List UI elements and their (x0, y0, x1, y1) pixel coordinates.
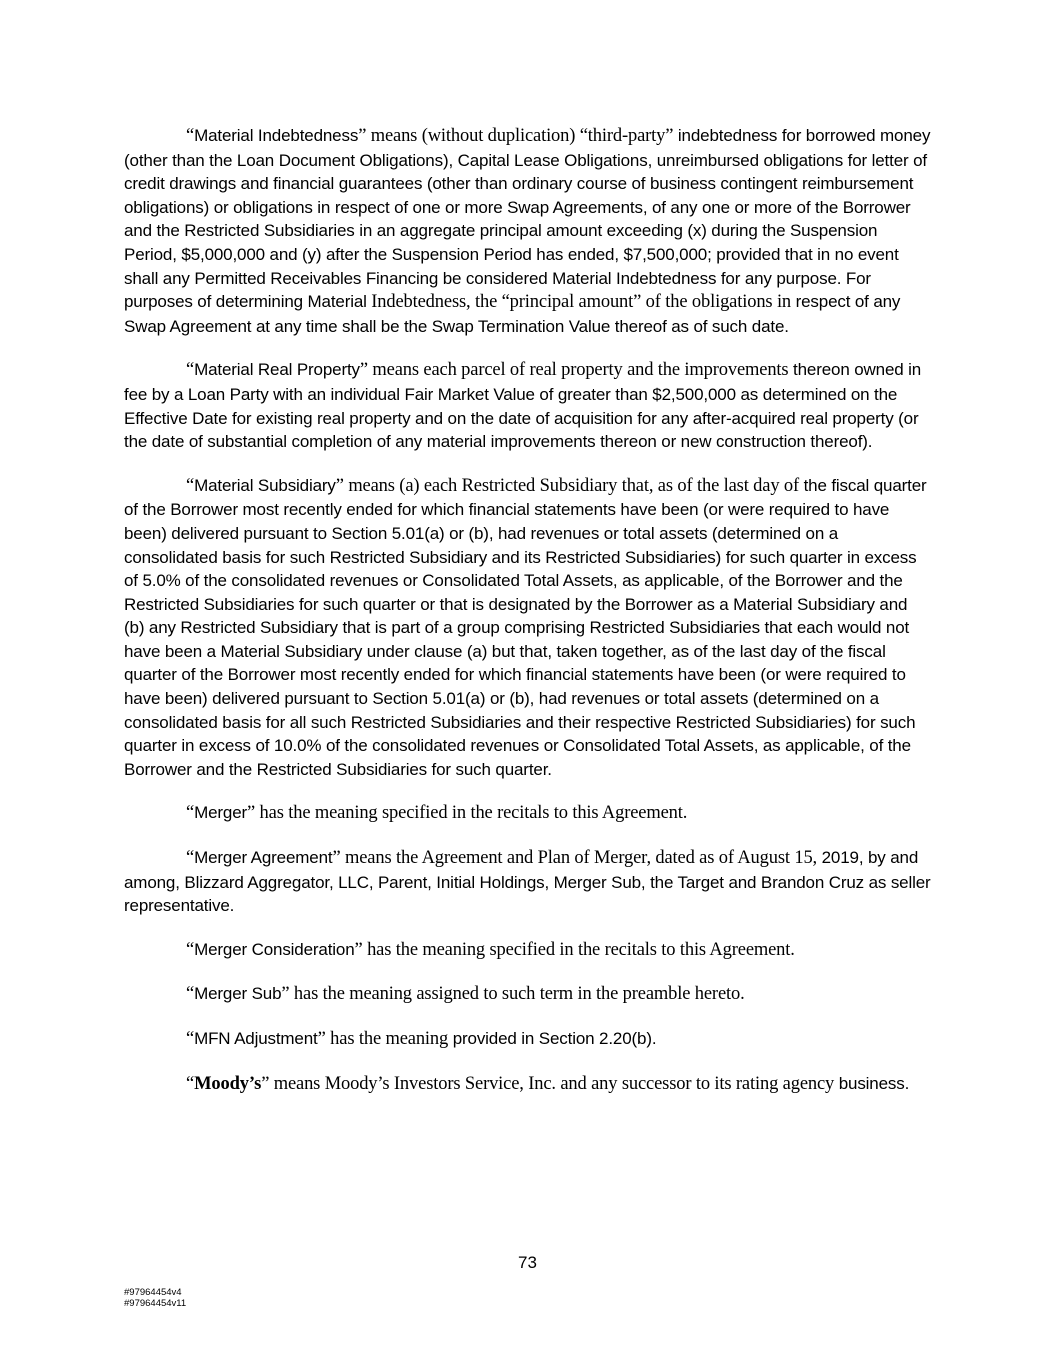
open-quote: “ (186, 1073, 195, 1094)
definition-merger-agreement (124, 846, 932, 918)
close-quote: ” (247, 803, 256, 824)
open-quote: “ (186, 126, 195, 146)
definition-lead-text: has the meaning (325, 1029, 449, 1049)
definition-mfn-adjustment (124, 1027, 932, 1052)
close-quote: ” (358, 126, 367, 146)
definition-lead-text: means (without duplication) “third-party” (366, 126, 674, 146)
definition-body-text: business. (834, 1073, 910, 1093)
open-quote: “ (186, 848, 195, 869)
open-quote: “ (186, 984, 195, 1005)
close-quote: ” (359, 360, 368, 381)
defined-term: Material Subsidiary (194, 475, 336, 495)
open-quote: “ (186, 1029, 195, 1049)
definition-lead-text: means Moody’s Investors Service, Inc. and any successor to its rating agency (269, 1073, 835, 1094)
defined-term: Merger (194, 803, 248, 823)
open-quote: “ (186, 803, 195, 824)
defined-term: Material Indebtedness (194, 126, 359, 145)
document-id: #97964454v4 (124, 1287, 182, 1298)
document-ids (124, 1287, 186, 1309)
page-number: 73 (518, 1253, 537, 1272)
definition-material-real-property (124, 358, 932, 453)
definition-merger-consideration (124, 938, 932, 963)
defined-term: Merger Consideration (194, 939, 355, 959)
definition-moodys (124, 1072, 932, 1097)
document-page (124, 124, 932, 1116)
close-quote: ” (281, 984, 290, 1005)
definition-lead-text: means (a) each Restricted Subsidiary that, as of the last day of (343, 475, 800, 496)
close-quote: ” (317, 1029, 326, 1049)
definition-body-text: provided in Section 2.20(b). (448, 1029, 657, 1048)
definition-body-text: thereon owned in fee by a Loan Party with an individual Fair Market Value of greater than $2,500,000 as determined on the Effective Date for existing real property and on the date of acquisition for any after-acquired real property (or the date of substantial completion of any material improvements thereon or new construction thereof). (124, 360, 922, 452)
definition-merger (124, 801, 932, 826)
definition-lead-text: has the meaning assigned to such term in the preamble hereto. (289, 984, 745, 1005)
defined-term: MFN Adjustment (194, 1029, 318, 1048)
open-quote: “ (186, 475, 195, 496)
definition-material-subsidiary (124, 474, 932, 782)
open-quote: “ (186, 939, 195, 960)
definition-lead-text: means the Agreement and Plan of Merger, dated as of August 15, (340, 848, 818, 869)
defined-term: Material Real Property (194, 360, 360, 380)
defined-term: Merger Agreement (194, 848, 333, 868)
definition-lead-text: means each parcel of real property and the improvements (367, 360, 789, 381)
definition-material-indebtedness (124, 124, 932, 338)
open-quote: “ (186, 360, 195, 381)
close-quote: ” (261, 1073, 270, 1094)
definition-serif-tail: Indebtedness, the “principal amount” of the obligations in (366, 292, 792, 313)
definition-body-text: 2019, by and among, Blizzard Aggregator, LLC, Parent, Initial Holdings, Merger Sub, the Target and Brandon Cruz as seller representative. (124, 848, 931, 916)
close-quote: ” (332, 848, 341, 869)
definition-lead-text: has the meaning specified in the recitals to this Agreement. (362, 939, 795, 960)
close-quote: ” (354, 939, 363, 960)
document-id: #97964454v11 (124, 1298, 187, 1309)
definition-body-text: indebtedness for borrowed money (other than the Loan Document Obligations), Capital Lease Obligations, unreimbursed obligations for letter of credit drawings and financial guarantees (other than ordinary course of business contingent reimbursement obligations) or obligations in respect of one or more Swap Agreements, of any one or more of the Borrower and the Restricted Subsidiaries in an aggregate principal amount exceeding (x) during the Suspension Period, $5,000,000 and (y) after the Suspension Period has ended, $7,500,000; provided that in no event shall any Permitted Receivables Financing be considered Material Indebtedness for any purpose. For purposes of determining Material (124, 126, 931, 312)
definition-body-tail: respect of any Swap Agreement at any time shall be the Swap Termination Value thereof as of such date. (124, 292, 901, 336)
close-quote: ” (335, 475, 344, 496)
definition-lead-text: has the meaning specified in the recitals to this Agreement. (255, 803, 688, 824)
definition-body-text: the fiscal quarter of the Borrower most recently ended for which financial statements have been (or were required to have been) delivered pursuant to Section 5.01(a) or (b), had revenues or total assets (determined on a consolidated basis for such Restricted Subsidiary and its Restricted Subsidiaries) for such quarter in excess of 5.0% of the consolidated revenues or Consolidated Total Assets, as applicable, of the Borrower and the Restricted Subsidiaries for such quarter or that is designated by the Borrower as a Material Subsidiary and (b) any Restricted Subsidiary that is part of a group comprising Restricted Subsidiaries that each would not have been a Material Subsidiary under clause (a) but that, taken together, as of the last day of the fiscal quarter of the Borrower most recently ended for which financial statements have been (or were required to have been) delivered pursuant to Section 5.01(a) or (b), had revenues or total assets (determined on a consolidated basis for all such Restricted Subsidiaries and their respective Restricted Subsidiaries) for such quarter in excess of 10.0% of the consolidated revenues or Consolidated Total Assets, as applicable, of the Borrower and the Restricted Subsidiaries for such quarter. (124, 475, 927, 779)
defined-term: Moody’s (194, 1073, 262, 1094)
defined-term: Merger Sub (194, 984, 282, 1004)
definition-merger-sub (124, 982, 932, 1007)
